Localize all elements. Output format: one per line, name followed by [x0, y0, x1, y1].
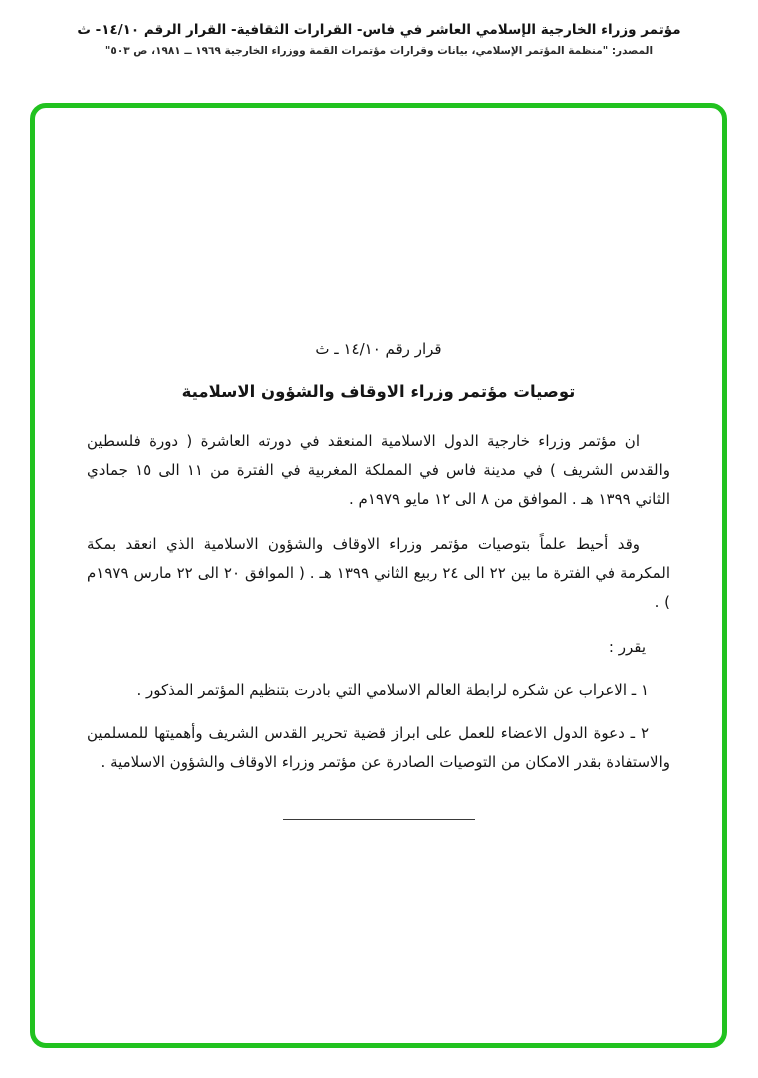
document-header-title: مؤتمر وزراء الخارجية الإسلامي العاشر في فاس- القرارات الثقافية- القرار الرقم ١٤/١٠- ث: [77, 22, 681, 38]
resolution-item-1: ١ ـ الاعراب عن شكره لرابطة العالم الاسلامي التي بادرت بتنظيم المؤتمر المذكور .: [136, 681, 649, 699]
end-divider: [283, 819, 475, 820]
resolution-number: قرار رقم ١٤/١٠ ـ ث: [315, 340, 442, 358]
document-header: [0, 22, 758, 57]
paragraph-preamble: ان مؤتمر وزراء خارجية الدول الاسلامية المنعقد في دورته العاشرة ( دورة فلسطين والقدس الشريف ) في مدينة فاس في المملكة المغربية في الفترة من ١١ الى ١٥ جمادي الثاني ١٣٩٩ هـ . الموافق من ٨ الى ١٢ مايو ١٩٧٩م .: [87, 432, 671, 508]
decides-label: يقرر :: [608, 638, 646, 656]
paragraph-noting: وقد أحيط علماً بتوصيات مؤتمر وزراء الاوقاف والشؤون الاسلامية الذي انعقد بمكة المكرمة في الفترة ما بين ٢٢ الى ٢٤ ربيع الثاني ١٣٩٩ هـ . ( الموافق ٢٠ الى ٢٢ مارس ١٩٧٩م ) .: [87, 535, 670, 611]
document-source-line: المصدر: "منظمة المؤتمر الإسلامي، بيانات وقرارات مؤتمرات القمة ووزراء الخارجية ١٩٦٩ ــ ١٩٨١، ص ٥٠٣": [104, 45, 654, 57]
document-title: توصيات مؤتمر وزراء الاوقاف والشؤون الاسلامية: [181, 382, 576, 401]
resolution-item-2: ٢ ـ دعوة الدول الاعضاء للعمل على ابراز قضية تحرير القدس الشريف وأهميتها للمسلمين والاستفادة بقدر الامكان من التوصيات الصادرة عن مؤتمر وزراء الاوقاف والشؤون الاسلامية .: [87, 724, 670, 771]
green-border-frame: [30, 103, 727, 1048]
document-body: [87, 340, 670, 820]
